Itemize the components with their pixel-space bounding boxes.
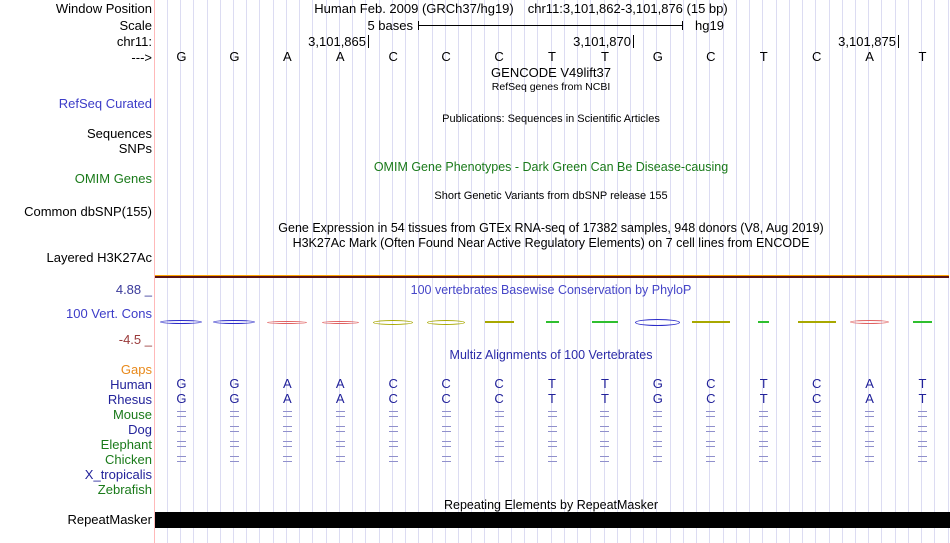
alignment-match-mark — [812, 426, 821, 432]
alignment-base: C — [811, 391, 822, 406]
ruler-tick — [368, 35, 369, 48]
gridline — [776, 0, 777, 543]
alignment-match-mark — [706, 441, 715, 447]
conservation-mark — [758, 321, 769, 323]
track-label-chromosome[interactable]: chr11: — [116, 34, 152, 49]
species-label-chicken[interactable]: Chicken — [105, 452, 152, 467]
conservation-mark — [322, 321, 359, 324]
alignment-base: G — [229, 391, 240, 406]
alignment-match-mark — [918, 426, 927, 432]
gridline — [789, 0, 790, 543]
gridline — [246, 0, 247, 543]
alignment-match-mark — [865, 411, 874, 417]
species-label-mouse[interactable]: Mouse — [112, 407, 152, 422]
alignment-base: T — [759, 391, 768, 406]
gridline — [630, 0, 631, 543]
gridline — [405, 0, 406, 543]
omim-title: OMIM Gene Phenotypes - Dark Green Can Be Disease-causing — [373, 160, 729, 174]
scale-bar — [418, 25, 683, 26]
conservation-mark — [798, 321, 836, 323]
gridline — [736, 0, 737, 543]
alignment-match-mark — [706, 426, 715, 432]
alignment-match-mark — [706, 411, 715, 417]
conservation-mark — [267, 321, 307, 324]
alignment-base: T — [548, 391, 556, 406]
species-label-rhesus[interactable]: Rhesus — [107, 392, 152, 407]
alignment-match-mark — [918, 441, 927, 447]
alignment-match-mark — [706, 456, 715, 462]
gridline — [418, 0, 419, 543]
track-label-omim-genes[interactable]: OMIM Genes — [74, 171, 152, 186]
repeatmasker-element-bar[interactable] — [155, 512, 950, 528]
gridline — [471, 0, 472, 543]
gridline — [484, 0, 485, 543]
species-label-x_tropicalis[interactable]: X_tropicalis — [84, 467, 152, 482]
alignment-match-mark — [653, 411, 662, 417]
gridline — [167, 0, 168, 543]
sequence-base: G — [229, 49, 240, 64]
h3k27ac-title: H3K27Ac Mark (Often Found Near Active Regulatory Elements) on 7 cell lines from ENCODE — [292, 236, 810, 250]
gridline — [220, 0, 221, 543]
sequence-base: T — [918, 49, 927, 64]
alignment-base: C — [706, 376, 716, 391]
track-label-refseq-curated[interactable]: RefSeq Curated — [58, 96, 152, 111]
sequence-base: A — [335, 49, 345, 64]
alignment-match-mark — [600, 441, 609, 447]
alignment-match-mark — [336, 426, 345, 432]
track-label-cons-scale-max[interactable]: 4.88 _ — [115, 282, 152, 297]
alignment-base: A — [282, 376, 292, 391]
gridline — [365, 0, 366, 543]
alignment-match-mark — [759, 456, 768, 462]
conservation-mark — [546, 321, 559, 323]
alignment-match-mark — [812, 411, 821, 417]
gridline — [881, 0, 882, 543]
ruler-coordinate-label: 3,101,870 — [573, 34, 631, 49]
conservation-mark — [592, 321, 618, 323]
sequence-base: T — [600, 49, 609, 64]
gridline — [934, 0, 935, 543]
alignment-match-mark — [918, 456, 927, 462]
alignment-base: A — [282, 391, 292, 406]
alignment-match-mark — [653, 441, 662, 447]
alignment-match-mark — [177, 411, 186, 417]
alignment-base: C — [441, 376, 451, 391]
alignment-base: G — [229, 376, 240, 391]
track-label-snps[interactable]: SNPs — [118, 141, 152, 156]
species-label-zebrafish[interactable]: Zebrafish — [97, 482, 152, 497]
gridline — [193, 0, 194, 543]
gridline — [379, 0, 380, 543]
alignment-base: T — [600, 391, 609, 406]
sequence-base: C — [706, 49, 716, 64]
track-label-vert-cons[interactable]: 100 Vert. Cons — [66, 306, 152, 321]
alignment-match-mark — [230, 426, 239, 432]
sequence-base: A — [865, 49, 874, 64]
conservation-mark — [635, 319, 680, 326]
gridline — [458, 0, 459, 543]
conservation-mark — [160, 320, 202, 324]
alignment-match-mark — [336, 411, 345, 417]
gridline — [299, 0, 300, 543]
alignment-base: T — [600, 376, 609, 391]
conservation-mark — [850, 320, 889, 324]
species-label-human[interactable]: Human — [110, 377, 152, 392]
scale-bar-left-tick — [418, 21, 419, 30]
sequence-base: G — [176, 49, 187, 64]
species-label-elephant[interactable]: Elephant — [100, 437, 152, 452]
gridline — [259, 0, 260, 543]
refseq-subtitle: RefSeq genes from NCBI — [491, 81, 611, 93]
alignment-match-mark — [653, 426, 662, 432]
alignment-match-mark — [283, 441, 292, 447]
alignment-base: A — [865, 391, 874, 406]
conservation-mark — [213, 320, 255, 324]
gridline — [617, 0, 618, 543]
alignment-match-mark — [389, 456, 398, 462]
alignment-match-mark — [336, 441, 345, 447]
gridline — [432, 0, 433, 543]
ruler-tick — [633, 35, 634, 48]
alignment-base: T — [918, 391, 927, 406]
alignment-match-mark — [283, 411, 292, 417]
alignment-match-mark — [177, 426, 186, 432]
conservation-mark — [373, 320, 413, 325]
alignment-match-mark — [283, 456, 292, 462]
alignment-base: T — [759, 376, 768, 391]
gridline — [670, 0, 671, 543]
alignment-match-mark — [548, 411, 557, 417]
alignment-match-mark — [812, 456, 821, 462]
alignment-match-mark — [442, 456, 451, 462]
position-range-label: chr11:3,101,862-3,101,876 (15 bp) — [527, 1, 728, 16]
gridline — [696, 0, 697, 543]
alignment-match-mark — [812, 441, 821, 447]
alignment-base: C — [494, 391, 504, 406]
track-label-sequences[interactable]: Sequences — [86, 126, 152, 141]
ruler-coordinate-label: 3,101,865 — [308, 34, 366, 49]
scale-bases-label: 5 bases — [367, 18, 413, 33]
alignment-base: C — [811, 376, 822, 391]
track-label-common-dbsnp[interactable]: Common dbSNP(155) — [24, 204, 152, 219]
sequence-base: A — [282, 49, 292, 64]
gridline — [829, 0, 830, 543]
conservation-mark — [913, 321, 932, 323]
alignment-match-mark — [865, 426, 874, 432]
gridline — [749, 0, 750, 543]
alignment-base: G — [652, 376, 663, 391]
alignment-match-mark — [495, 456, 504, 462]
alignment-base: C — [494, 376, 504, 391]
alignment-match-mark — [336, 456, 345, 462]
alignment-base: G — [652, 391, 663, 406]
alignment-match-mark — [230, 441, 239, 447]
gridline — [723, 0, 724, 543]
track-label-window-position[interactable]: Window Position — [55, 1, 152, 16]
sequence-base: G — [652, 49, 663, 64]
alignment-match-mark — [389, 426, 398, 432]
conservation-mark — [692, 321, 730, 323]
gencode-title: GENCODE V49lift37 — [491, 65, 611, 80]
gridline — [207, 0, 208, 543]
alignment-match-mark — [865, 441, 874, 447]
conservation-mark — [485, 321, 514, 323]
alignment-base: T — [548, 376, 556, 391]
phylop-title: 100 vertebrates Basewise Conservation by PhyloP — [410, 283, 692, 297]
alignment-match-mark — [495, 441, 504, 447]
alignment-base: C — [441, 391, 451, 406]
alignment-match-mark — [865, 456, 874, 462]
alignment-base: A — [865, 376, 874, 391]
sequence-base: T — [548, 49, 556, 64]
gtex-title: Gene Expression in 54 tissues from GTEx RNA-seq of 17382 samples, 948 donors (V8, Aug 2019) — [278, 221, 824, 235]
species-label-gaps[interactable]: Gaps — [120, 362, 152, 377]
alignment-base: A — [335, 391, 345, 406]
h3k27ac-signal-line-maroon — [155, 276, 949, 278]
alignment-match-mark — [230, 411, 239, 417]
genome-assembly-label: Human Feb. 2009 (GRCh37/hg19) — [314, 1, 514, 16]
gridline — [842, 0, 843, 543]
alignment-base: T — [918, 376, 927, 391]
track-label-cons-scale-min[interactable]: -4.5 _ — [118, 332, 152, 347]
sequence-base: C — [811, 49, 822, 64]
alignment-match-mark — [548, 426, 557, 432]
multiz-title: Multiz Alignments of 100 Vertebrates — [449, 348, 653, 362]
gridline — [643, 0, 644, 543]
alignment-match-mark — [548, 441, 557, 447]
alignment-match-mark — [759, 411, 768, 417]
repeat-title: Repeating Elements by RepeatMasker — [443, 498, 659, 512]
sequence-base: C — [388, 49, 398, 64]
alignment-match-mark — [653, 456, 662, 462]
alignment-match-mark — [442, 411, 451, 417]
alignment-match-mark — [495, 411, 504, 417]
alignment-match-mark — [759, 426, 768, 432]
track-label-layered-h3k27ac[interactable]: Layered H3K27Ac — [46, 250, 152, 265]
assembly-label: hg19 — [695, 18, 724, 33]
alignment-match-mark — [600, 426, 609, 432]
scale-bar-right-tick — [682, 21, 683, 30]
alignment-match-mark — [442, 426, 451, 432]
alignment-base: C — [706, 391, 716, 406]
conservation-mark — [427, 320, 465, 325]
gridline — [683, 0, 684, 543]
alignment-match-mark — [389, 411, 398, 417]
alignment-base: A — [335, 376, 345, 391]
alignment-match-mark — [600, 456, 609, 462]
gridline — [802, 0, 803, 543]
alignment-match-mark — [283, 426, 292, 432]
alignment-base: C — [388, 376, 398, 391]
gridline — [312, 0, 313, 543]
alignment-base: G — [176, 391, 187, 406]
alignment-match-mark — [548, 456, 557, 462]
publications-title: Publications: Sequences in Scientific Articles — [442, 113, 660, 125]
alignment-match-mark — [600, 411, 609, 417]
alignment-base: C — [388, 391, 398, 406]
track-area-left-edge — [154, 0, 155, 543]
sequence-base: C — [441, 49, 451, 64]
alignment-match-mark — [495, 426, 504, 432]
dbsnp-title: Short Genetic Variants from dbSNP release 155 — [434, 190, 668, 202]
window-position-header — [314, 2, 727, 16]
alignment-match-mark — [177, 456, 186, 462]
species-label-dog[interactable]: Dog — [128, 422, 152, 437]
track-label-repeatmasker[interactable]: RepeatMasker — [67, 512, 152, 527]
gridline — [948, 0, 949, 543]
ruler-tick — [898, 35, 899, 48]
alignment-match-mark — [918, 411, 927, 417]
gridline — [855, 0, 856, 543]
sequence-base: C — [494, 49, 504, 64]
track-label-scale[interactable]: Scale — [119, 18, 152, 33]
sequence-base: T — [759, 49, 768, 64]
alignment-match-mark — [442, 441, 451, 447]
alignment-base: G — [176, 376, 187, 391]
alignment-match-mark — [230, 456, 239, 462]
ruler-coordinate-label: 3,101,875 — [838, 34, 896, 49]
gridline — [273, 0, 274, 543]
gridline — [352, 0, 353, 543]
alignment-match-mark — [177, 441, 186, 447]
track-label-strand-arrow[interactable]: ---> — [131, 50, 152, 65]
alignment-match-mark — [759, 441, 768, 447]
gridline — [326, 0, 327, 543]
gridline — [895, 0, 896, 543]
alignment-match-mark — [389, 441, 398, 447]
gridline — [908, 0, 909, 543]
